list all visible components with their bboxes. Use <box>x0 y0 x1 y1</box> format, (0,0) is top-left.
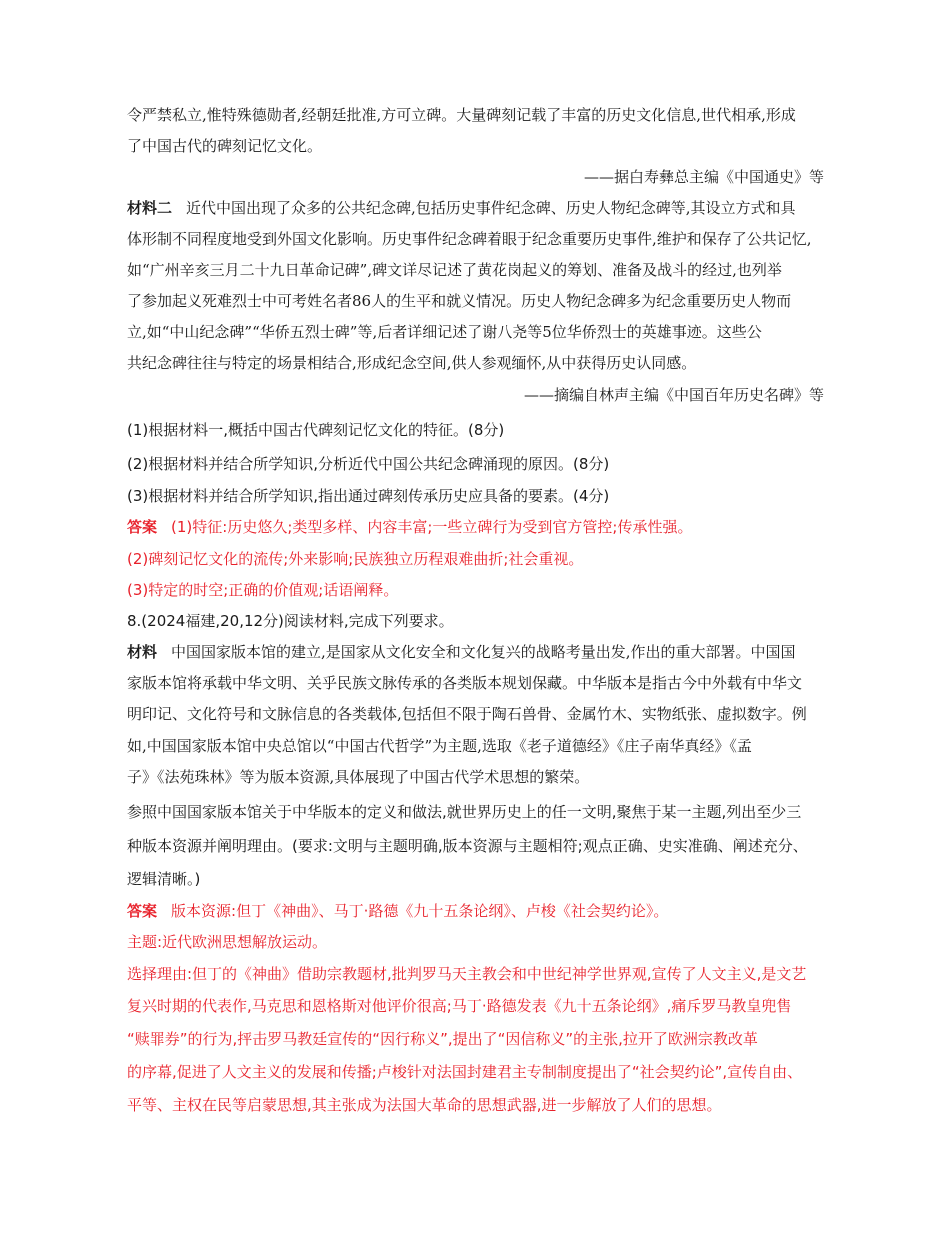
answer-line: (3)特定的时空;正确的价值观;话语阐释。 <box>127 581 399 599</box>
answer-text: 版本资源:但丁《神曲》、马丁·路德《九十五条论纲》、卢梭《社会契约论》。 <box>171 902 669 920</box>
answer-line <box>127 517 827 537</box>
material-one-source: ——据白寿彝总主编《中国通史》等 <box>583 168 824 186</box>
answer-line: 平等、主权在民等启蒙思想,其主张成为法国大革命的思想武器,进一步解放了人们的思想。 <box>127 1096 722 1114</box>
answer-line <box>127 901 827 921</box>
material-line: 子》《法苑珠林》等为版本资源,具体展现了中国古代学术思想的繁荣。 <box>127 768 590 786</box>
material-two-line: 立,如“中山纪念碑”“华侨五烈士碑”等,后者详细记述了谢八尧等5位华侨烈士的英雄事迹。这些公 <box>127 323 762 341</box>
material-line: 明印记、文化符号和文脉信息的各类载体,包括但不限于陶石兽骨、金属竹木、实物纸张、虚拟数字。例 <box>127 705 807 723</box>
material-line: 如,中国国家版本馆中央总馆以“中国古代哲学”为主题,选取《老子道德经》《庄子南华真经》《孟 <box>127 737 752 755</box>
answer-line: 主题:近代欧洲思想解放运动。 <box>127 933 328 951</box>
answer-line: 的序幕,促进了人文主义的发展和传播;卢梭针对法国封建君主专制制度提出了“社会契约论”,宣传自由、 <box>127 1063 803 1081</box>
material-text: 中国国家版本馆的建立,是国家从文化安全和文化复兴的战略考量出发,作出的重大部署。中国国 <box>171 643 796 661</box>
material-line: 家版本馆将承载中华文明、关乎民族文脉传承的各类版本规划保藏。中华版本是指古今中外载有中华文 <box>127 674 803 692</box>
answer-line: (2)碑刻记忆文化的流传;外来影响;民族独立历程艰难曲折;社会重视。 <box>127 550 584 568</box>
question-item: (3)根据材料并结合所学知识,指出通过碑刻传承历史应具备的要素。(4分) <box>127 487 610 505</box>
task-line: 种版本资源并阐明理由。(要求:文明与主题明确,版本资源与主题相符;观点正确、史实准确、阐述充分、 <box>127 837 808 855</box>
question-item: (1)根据材料一,概括中国古代碑刻记忆文化的特征。(8分) <box>127 421 505 439</box>
material-one-line: 令严禁私立,惟特殊德勋者,经朝廷批准,方可立碑。大量碑刻记载了丰富的历史文化信息,世代相承,形成 <box>127 106 796 124</box>
material-two-line <box>127 198 827 218</box>
answer-label: 答案 <box>127 902 158 920</box>
answer-line: “赎罪券”的行为,抨击罗马教廷宣传的“因行称义”,提出了“因信称义”的主张,拉开了欧洲宗教改革 <box>127 1030 758 1048</box>
answer-label: 答案 <box>127 518 158 536</box>
question-header: 8.(2024福建,20,12分)阅读材料,完成下列要求。 <box>127 612 454 630</box>
material-label: 材料 <box>127 643 158 661</box>
answer-text: (1)特征:历史悠久;类型多样、内容丰富;一些立碑行为受到官方管控;传承性强。 <box>171 518 693 536</box>
material-two-line: 共纪念碑往往与特定的场景相结合,形成纪念空间,供人参观缅怀,从中获得历史认同感。 <box>127 354 697 372</box>
material-two-label: 材料二 <box>127 199 173 217</box>
material-two-line: 了参加起义死难烈士中可考姓名者86人的生平和就义情况。历史人物纪念碑多为纪念重要历史人物而 <box>127 292 792 310</box>
question-item: (2)根据材料并结合所学知识,分析近代中国公共纪念碑涌现的原因。(8分) <box>127 455 610 473</box>
material-two-line: 如“广州辛亥三月二十九日革命记碑”,碑文详尽记述了黄花岗起义的筹划、准备及战斗的经过,也列举 <box>127 261 782 279</box>
material-two-line: 体形制不同程度地受到外国文化影响。历史事件纪念碑着眼于纪念重要历史事件,维护和保存了公共记忆, <box>127 230 812 248</box>
task-line: 逻辑清晰。) <box>127 870 201 888</box>
material-two-source: ——摘编自林声主编《中国百年历史名碑》等 <box>523 386 824 404</box>
answer-line: 复兴时期的代表作,马克思和恩格斯对他评价很高;马丁·路德发表《九十五条论纲》,痛斥罗马教皇兜售 <box>127 997 792 1015</box>
material-two-text: 近代中国出现了众多的公共纪念碑,包括历史事件纪念碑、历史人物纪念碑等,其设立方式和具 <box>186 199 796 217</box>
material-line <box>127 642 827 662</box>
material-one-line: 了中国古代的碑刻记忆文化。 <box>127 137 323 155</box>
task-line: 参照中国国家版本馆关于中华版本的定义和做法,就世界历史上的任一文明,聚焦于某一主题,列出至少三 <box>127 803 802 821</box>
answer-line: 选择理由:但丁的《神曲》借助宗教题材,批判罗马天主教会和中世纪神学世界观,宣传了人文主义,是文艺 <box>127 965 807 983</box>
